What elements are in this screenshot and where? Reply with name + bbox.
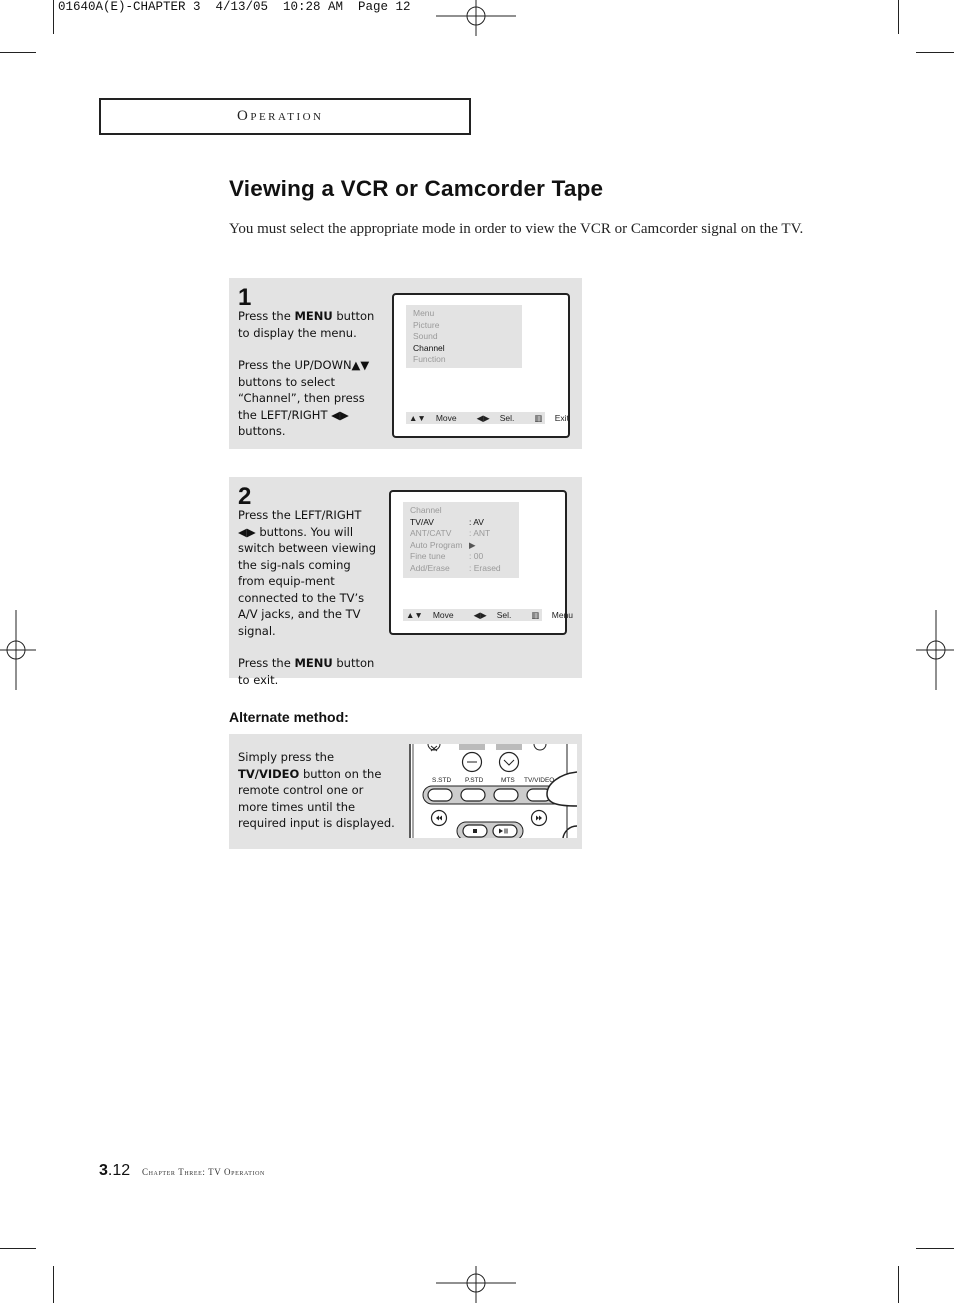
step-2-p1: Press the LEFT/RIGHT ◀▶ buttons. You will switch between viewing the sig-nals coming from equip-ment connected to the TV’s A/V jacks, and the TV signal.	[238, 508, 377, 638]
crop-mark	[0, 52, 36, 53]
print-slug: 01640A(E)-CHAPTER 3 4/13/05 10:28 AM Page 12	[58, 0, 411, 14]
menu-button-label: MENU	[294, 309, 333, 323]
registration-mark-top	[436, 0, 516, 36]
step-1-text	[238, 308, 383, 456]
intro-paragraph: You must select the appropriate mode in order to view the VCR or Camcorder signal on the TV.	[229, 221, 804, 237]
chapter-label: Chapter Three: TV Operation	[142, 1167, 265, 1177]
menu-item: Picture	[413, 319, 440, 330]
crop-mark	[916, 1248, 954, 1249]
left-right-arrows-icon: ◀▶	[476, 413, 490, 423]
row-label: TV/AV	[410, 516, 434, 527]
main-menu-list	[406, 305, 522, 368]
up-down-arrows-icon: ▲▼	[409, 413, 426, 423]
exit-label: Exit	[554, 413, 569, 423]
step-2-text	[238, 507, 380, 704]
row-value: : 00	[469, 551, 484, 561]
crop-mark	[0, 1248, 36, 1249]
step-1-p1-pre: Press the	[238, 309, 295, 323]
step-2-p2-pre: Press the	[238, 656, 295, 670]
menu-help-bar	[403, 609, 574, 621]
step-2-p2-post: button to exit.	[238, 656, 375, 687]
tv-video-button-label: TV/VIDEO	[238, 766, 300, 781]
page-number	[99, 1162, 130, 1180]
row-label: Fine tune	[410, 551, 446, 561]
row-value: : ANT	[469, 528, 491, 538]
menu-button-icon: ▥	[531, 610, 540, 620]
row-label: Auto Program	[410, 539, 463, 550]
channel-row	[410, 551, 512, 563]
channel-row	[410, 528, 512, 540]
menu-button-icon: ▥	[534, 413, 543, 423]
move-label: Move	[435, 413, 457, 423]
sel-label: Sel.	[496, 610, 512, 620]
page-number-suffix: .12	[107, 1162, 131, 1179]
remote-label-mts: MTS	[501, 777, 515, 784]
mts-button[interactable]	[494, 789, 518, 801]
menu-hint	[531, 610, 583, 620]
remote-label-pstd: P.STD	[465, 777, 484, 784]
alternate-text-post: button on the remote control one or more times until the required input is displayed.	[238, 766, 395, 830]
crop-mark	[898, 1266, 899, 1303]
crop-mark	[916, 52, 954, 53]
pstd-button[interactable]	[461, 789, 485, 801]
play-arrow-icon: ▶	[469, 539, 476, 550]
step-2-number: 2	[238, 483, 252, 510]
remote-label-sstd: S.STD	[432, 777, 452, 784]
menu-item: Menu	[413, 308, 435, 318]
alternate-text	[238, 749, 396, 832]
chapter-number: 3	[99, 1162, 108, 1179]
step-1-number: 1	[238, 284, 252, 311]
remote-control-illustration	[409, 744, 577, 838]
section-label: Operation	[237, 108, 324, 124]
alternate-text-pre: Simply press the	[238, 750, 335, 764]
move-label: Move	[432, 610, 454, 620]
channel-menu-list	[403, 502, 519, 578]
up-down-arrows-icon: ▲▼	[406, 610, 423, 620]
menu-help-bar	[406, 412, 569, 424]
remote-label-tv-video: TV/VIDEO	[524, 777, 555, 784]
row-label: ANT/CATV	[410, 528, 452, 538]
alternate-method-heading: Alternate method:	[229, 709, 349, 725]
channel-row	[410, 563, 512, 575]
crop-mark	[53, 0, 54, 34]
sel-hint	[474, 610, 522, 620]
move-hint	[406, 610, 464, 620]
registration-mark-right	[916, 610, 954, 690]
row-label: Add/Erase	[410, 562, 450, 573]
channel-row	[410, 540, 512, 552]
menu-item: Sound	[413, 331, 438, 341]
sel-label: Sel.	[499, 413, 515, 423]
menu-item-selected: Channel	[413, 342, 445, 353]
crop-mark	[898, 0, 899, 34]
menu-label: Menu	[551, 610, 574, 620]
step-1-p1-post: button to display the menu.	[238, 309, 375, 340]
sstd-button[interactable]	[428, 789, 452, 801]
channel-row-selected	[410, 517, 512, 529]
registration-mark-bottom	[436, 1266, 516, 1303]
row-value: : Erased	[469, 562, 501, 573]
menu-button-label: MENU	[294, 656, 333, 670]
move-hint	[409, 413, 467, 423]
step-1-p2: Press the UP/DOWN▲▼ buttons to select “Channel”, then press the LEFT/RIGHT ◀▶ buttons.	[238, 358, 370, 438]
sel-hint	[477, 413, 525, 423]
menu-item: Function	[413, 354, 446, 364]
channel-menu-header: Channel	[410, 505, 442, 515]
exit-hint	[534, 413, 579, 423]
page-title: Viewing a VCR or Camcorder Tape	[229, 176, 604, 201]
registration-mark-left	[0, 610, 36, 690]
row-value: : AV	[469, 516, 484, 527]
left-right-arrows-icon: ◀▶	[473, 610, 487, 620]
crop-mark	[53, 1266, 54, 1303]
